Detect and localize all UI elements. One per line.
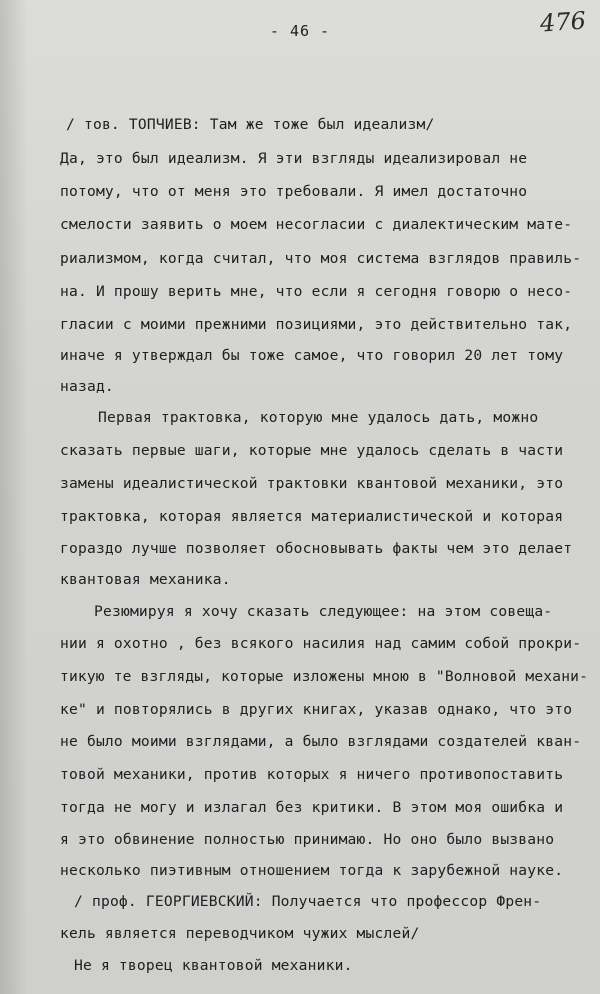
text-line-22: тогда не могу и излагал без критики. В этом моя ошибка и [60, 799, 564, 816]
text-line-16: Резюмируя я хочу сказать следующее: на этом совеща- [94, 603, 553, 620]
text-line-25: / проф. ГЕОРГИЕВСКИЙ: Получается что профессор Френ- [74, 893, 542, 910]
text-line-18: тикую те взгляды, которые изложены мною в "Волновой механи- [60, 668, 589, 685]
text-line-20: не было моими взглядами, а было взглядами создателей кван- [60, 733, 582, 750]
page-number: - 46 - [269, 22, 331, 40]
text-line-8: иначе я утверждал бы тоже самое, что говорил 20 лет тому [60, 347, 564, 364]
text-line-2: Да, это был идеализм. Я эти взгляды идеализировал не [60, 150, 528, 167]
text-line-21: товой механики, против которых я ничего противопоставить [60, 766, 564, 783]
text-line-24: несколько пиэтивным отношением тогда к зарубежной науке. [60, 862, 564, 879]
text-line-1: / тов. ТОПЧИЕВ: Там же тоже был идеализм/ [66, 116, 435, 133]
text-line-11: сказать первые шаги, которые мне удалось сделать в части [60, 442, 564, 459]
text-line-19: ке" и повторялись в других книгах, указав однако, что это [60, 701, 573, 718]
text-line-13: трактовка, которая является материалистической и которая [60, 508, 564, 525]
archive-number: 476 [539, 6, 587, 38]
text-line-23: я это обвинение полностью принимаю. Но оно было вызвано [60, 831, 555, 848]
text-line-7: гласии с моими прежними позициями, это действительно так, [60, 316, 573, 333]
text-line-10: Первая трактовка, которую мне удалось дать, можно [98, 409, 539, 426]
text-line-9: назад. [60, 378, 114, 395]
text-line-26: кель является переводчиком чужих мыслей/ [60, 925, 420, 942]
text-line-4: смелости заявить о моем несогласии с диалектическим мате- [60, 216, 573, 233]
text-line-12: замены идеалистической трактовки квантовой механики, это [60, 475, 564, 492]
text-line-3: потому, что от меня это требовали. Я имел достаточно [60, 183, 528, 200]
text-line-27: Не я творец квантовой механики. [74, 957, 353, 974]
text-line-17: нии я охотно , без всякого насилия над самим собой прокри- [60, 635, 582, 652]
text-line-5: риализмом, когда считал, что моя система взглядов правиль- [60, 250, 582, 267]
text-line-15: квантовая механика. [60, 571, 231, 588]
text-line-14: гораздо лучше позволяет обосновывать факты чем это делает [60, 540, 573, 557]
text-line-6: на. И прошу верить мне, что если я сегодня говорю о несо- [60, 283, 573, 300]
